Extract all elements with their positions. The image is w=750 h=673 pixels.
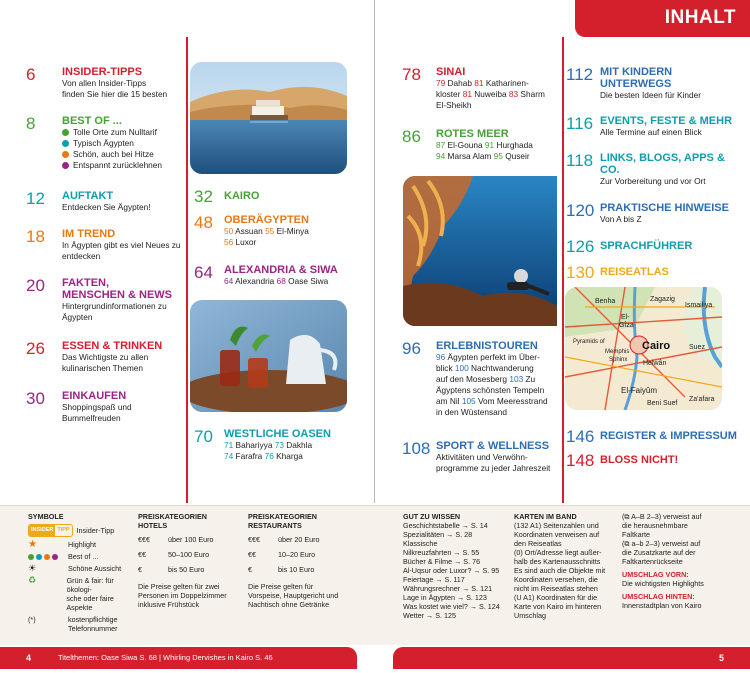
- orange-dot-icon: [62, 151, 69, 158]
- purple-dot-icon: [62, 162, 69, 169]
- toc-entry[interactable]: 112 MIT KINDERN UNTERWEGS Die besten Ideen für Kinder: [566, 65, 702, 100]
- toc-title: BEST OF ...: [62, 115, 122, 127]
- toc-title: FAKTEN,: [62, 277, 110, 289]
- map-label: Gîza: [619, 322, 634, 329]
- toc-page-number: 146: [566, 427, 595, 446]
- toc-entry[interactable]: 70 WESTLICHE OASEN 71 Bahariyya 73 Dakhla 74 Farafra 76 Kharga: [194, 428, 374, 462]
- map-label: Sphinx: [609, 357, 628, 363]
- nile-boat-photo: [190, 62, 347, 174]
- toc-title: SPORT & WELLNESS: [436, 440, 550, 452]
- toc-subtitle: finden Sie hier die 15 besten: [62, 89, 168, 99]
- cairo-map: [565, 287, 722, 410]
- page-gutter: [374, 0, 375, 503]
- toc-entry[interactable]: 96 ERLEBNISTOUREN 96 Ägypten perfekt im Über- blick 100 Nachtwanderung auf den Mosesberg 103 Zu Ägyptens schönsten Tempeln am Nil 105 Vom Meeresstrand in den Wüstensand: [402, 340, 562, 418]
- toc-title: MENSCHEN & NEWS: [62, 289, 173, 301]
- toc-entry[interactable]: 126 SPRACHFÜHRER: [566, 237, 693, 256]
- price-hotels: PREISKATEGORIEN HOTELS €€€ über 100 Euro €€ 50–100 Euro € bis 50 Euro Die Preise gelten für zwei Personen im Doppelzimmer inklusive Frühstück: [138, 512, 227, 609]
- toc-title: ROTES MEER: [436, 128, 509, 140]
- karten-im-band: KARTEN IM BAND (132 A1) Seitenzahlen und Koordinaten verweisen auf den Reiseatlas (0) Ort/Adresse liegt außer- halb des Kartenausschnitts Es sind auch die Objekte mit Koordinaten versehen, die nicht im Reiseatlas stehen (U A1) Koordinaten für die Karte von Kairo im hinteren Umschlag: [514, 512, 606, 620]
- toc-page-number: 30: [26, 389, 45, 408]
- toc-entry[interactable]: 78 SINAI 79 Dahab 81 Katharinen- kloster 81 Nuweiba 83 Sharm El-Sheikh: [402, 66, 562, 111]
- page-number-right: 5: [718, 653, 724, 663]
- toc-page-number: 116: [566, 114, 594, 133]
- toc-page-number: 18: [26, 227, 45, 246]
- toc-subtitle: Shoppingspaß und: [62, 402, 132, 412]
- toc-subtitle: kulinarischen Themen: [62, 363, 144, 373]
- toc-subtitle: Von allen Insider-Tipps: [62, 78, 147, 88]
- toc-entry[interactable]: [26, 277, 186, 323]
- map-label: Pyramids of: [573, 339, 605, 345]
- map-label: Ismailiya: [685, 302, 713, 309]
- toc-entry[interactable]: 118 LINKS, BLOGS, APPS & CO. Zur Vorbereitung und vor Ort: [566, 151, 725, 186]
- teal-dot-icon: [62, 140, 69, 147]
- toc-title: OBERÄGYPTEN: [224, 214, 309, 226]
- toc-entry[interactable]: 120 PRAKTISCHE HINWEISE Von A bis Z: [566, 201, 729, 224]
- toc-entry[interactable]: [26, 390, 186, 424]
- footer-bar-left: [0, 647, 357, 669]
- map-label: El-Faiyûm: [621, 386, 658, 395]
- best-of-item: Typisch Ägypten: [62, 138, 186, 149]
- star-icon: ★: [28, 539, 37, 550]
- toc-title: ALEXANDRIA & SIWA: [224, 264, 338, 276]
- map-label: Za'afara: [689, 396, 715, 403]
- toc-title: INSIDER-TIPPS: [62, 66, 143, 78]
- toc-page-number: 118: [566, 151, 594, 170]
- best-of-item: Tolle Orte zum Nulltarif: [62, 127, 186, 138]
- toc-title: WESTLICHE OASEN: [224, 428, 331, 440]
- gut-zu-wissen: GUT ZU WISSEN Geschichtstabelle → S. 14 Spezialitäten → S. 28 Klassische Nilkreuzfahrten → S. 55 Bücher & Filme → S. 76 Al-Uqsur oder Luxor? → S. 95 Feiertage → S. 117 Währungsrechner → S. 121 Lage in Ägypten → S. 123 Was kostet wie viel? → S. 124 Wetter → S. 125: [403, 512, 500, 620]
- toc-subtitle: entdecken: [62, 251, 101, 261]
- green-fair-icon: ♻: [28, 575, 37, 585]
- map-label: Cairo: [642, 340, 671, 352]
- toc-entry[interactable]: [194, 187, 374, 206]
- toc-entry[interactable]: [26, 228, 186, 262]
- map-label: Helwân: [643, 360, 667, 367]
- column-divider: [562, 37, 564, 503]
- map-label: Beni Suef: [647, 400, 678, 407]
- green-dot-icon: [62, 129, 69, 136]
- map-label: Suez: [689, 344, 705, 351]
- toc-page-number: 20: [26, 276, 45, 295]
- toc-entry[interactable]: 64 ALEXANDRIA & SIWA 64 Alexandria 68 Oase Siwa: [194, 264, 374, 287]
- cover-topics: Titelthemen: Oase Siwa S. 68 | Whirling Dervishes in Kairo S. 46: [58, 653, 273, 662]
- toc-page-number: 8: [26, 114, 36, 133]
- toc-page-number: 6: [26, 65, 36, 84]
- phone-cost-icon: (*): [28, 615, 36, 624]
- toc-title: ESSEN & TRINKEN: [62, 340, 163, 352]
- toc-entry[interactable]: 48 OBERÄGYPTEN 50 Assuan 55 El-Minya 56 Luxor: [194, 214, 374, 248]
- insider-tip-icon: INSIDER TIPP: [28, 524, 73, 537]
- toc-page-number: 32: [194, 187, 213, 206]
- toc-page-number: 130: [566, 263, 595, 282]
- toc-entry[interactable]: [26, 340, 186, 374]
- toc-page-number: 70: [194, 427, 213, 446]
- toc-page-number: 112: [566, 65, 594, 84]
- toc-entry[interactable]: [26, 190, 186, 213]
- header-tab: [575, 0, 750, 37]
- toc-entry[interactable]: 130 REISEATLAS: [566, 263, 669, 282]
- toc-subtitle: Bummelfreuden: [62, 413, 121, 423]
- toc-subtitle: Hintergrundinformationen zu: [62, 301, 167, 311]
- map-label: El-: [621, 314, 630, 321]
- view-icon: ☀: [28, 563, 37, 573]
- best-of-dots-icon: [28, 554, 64, 560]
- toc-page-number: 64: [194, 263, 213, 282]
- best-of-item: Schön, auch bei Hitze: [62, 149, 186, 160]
- toc-page-number: 148: [566, 451, 595, 470]
- map-references: (⧉ A–B 2–3) verweist auf die herausnehmbare Faltkarte (⧉ a–b 2–3) verweist auf die Zusatzkarte auf der Faltkartenrückseite UMSCHLAG VORN: Die wichtigsten Highlights UMSCHLAG HINTEN: Innenstadtplan von Kairo: [622, 512, 704, 610]
- toc-page-number: 108: [402, 439, 431, 458]
- toc-entry[interactable]: 116 EVENTS, FESTE & MEHR Alle Termine auf einen Blick: [566, 114, 733, 137]
- toc-page-number: 120: [566, 201, 595, 220]
- toc-subtitle: Ägypten: [62, 312, 93, 322]
- toc-subtitle: Entdecken Sie Ägypten!: [62, 202, 151, 212]
- toc-subtitle: In Ägypten gibt es viel Neues zu: [62, 240, 181, 250]
- footer-bar-right: [393, 647, 750, 669]
- toc-page-number: 126: [566, 237, 595, 256]
- coral-diver-photo: [403, 176, 557, 326]
- map-label: Memphis: [605, 349, 630, 355]
- toc-page-number: 86: [402, 127, 421, 146]
- symbol-legend: SYMBOLE INSIDER TIPP Insider-Tipp ★ Highlight Best of ... ☀ Schöne Aussicht ♻ Grün & fair: für ökologi- sche oder faire Aspekte (*) kostenpflichtige Telefonnummer: [28, 512, 122, 633]
- toc-title: AUFTAKT: [62, 190, 114, 202]
- toc-title: IM TREND: [62, 228, 116, 240]
- toc-subtitle: Das Wichtigste zu allen: [62, 352, 149, 362]
- toc-entry[interactable]: 148 BLOSS NICHT!: [566, 451, 679, 470]
- toc-page-number: 12: [26, 189, 45, 208]
- tea-glasses-photo: [190, 300, 347, 412]
- toc-title: EINKAUFEN: [62, 390, 127, 402]
- toc-title: SINAI: [436, 66, 466, 78]
- price-restaurants: PREISKATEGORIEN RESTAURANTS €€€ über 20 Euro €€ 10–20 Euro € bis 10 Euro Die Preise gelten für Vorspeise, Hauptgericht und Nachtisch ohne Getränke: [248, 512, 339, 609]
- toc-page-number: 78: [402, 65, 421, 84]
- page-title: INHALT: [664, 7, 736, 28]
- toc-title: KAIRO: [224, 190, 260, 202]
- page-number-left: 4: [26, 653, 32, 663]
- toc-page-number: 96: [402, 339, 421, 358]
- toc-title: ERLEBNISTOUREN: [436, 340, 538, 352]
- toc-entry[interactable]: [26, 66, 186, 100]
- map-label: Zagazig: [650, 296, 675, 303]
- column-divider: [186, 37, 188, 503]
- toc-entry[interactable]: 146 REGISTER & IMPRESSUM: [566, 427, 737, 446]
- toc-page-number: 48: [194, 213, 213, 232]
- toc-entry[interactable]: 108 SPORT & WELLNESS Aktivitäten und Verwöhn- programme zu jeder Jahreszeit: [402, 440, 562, 474]
- toc-entry[interactable]: 86 ROTES MEER 87 El-Gouna 91 Hurghada 94 Marsa Alam 95 Quseir: [402, 128, 562, 162]
- map-label: Benha: [595, 298, 616, 305]
- best-of-item: Entspannt zurücklehnen: [62, 160, 186, 171]
- toc-page-number: 26: [26, 339, 45, 358]
- toc-entry[interactable]: [26, 115, 186, 171]
